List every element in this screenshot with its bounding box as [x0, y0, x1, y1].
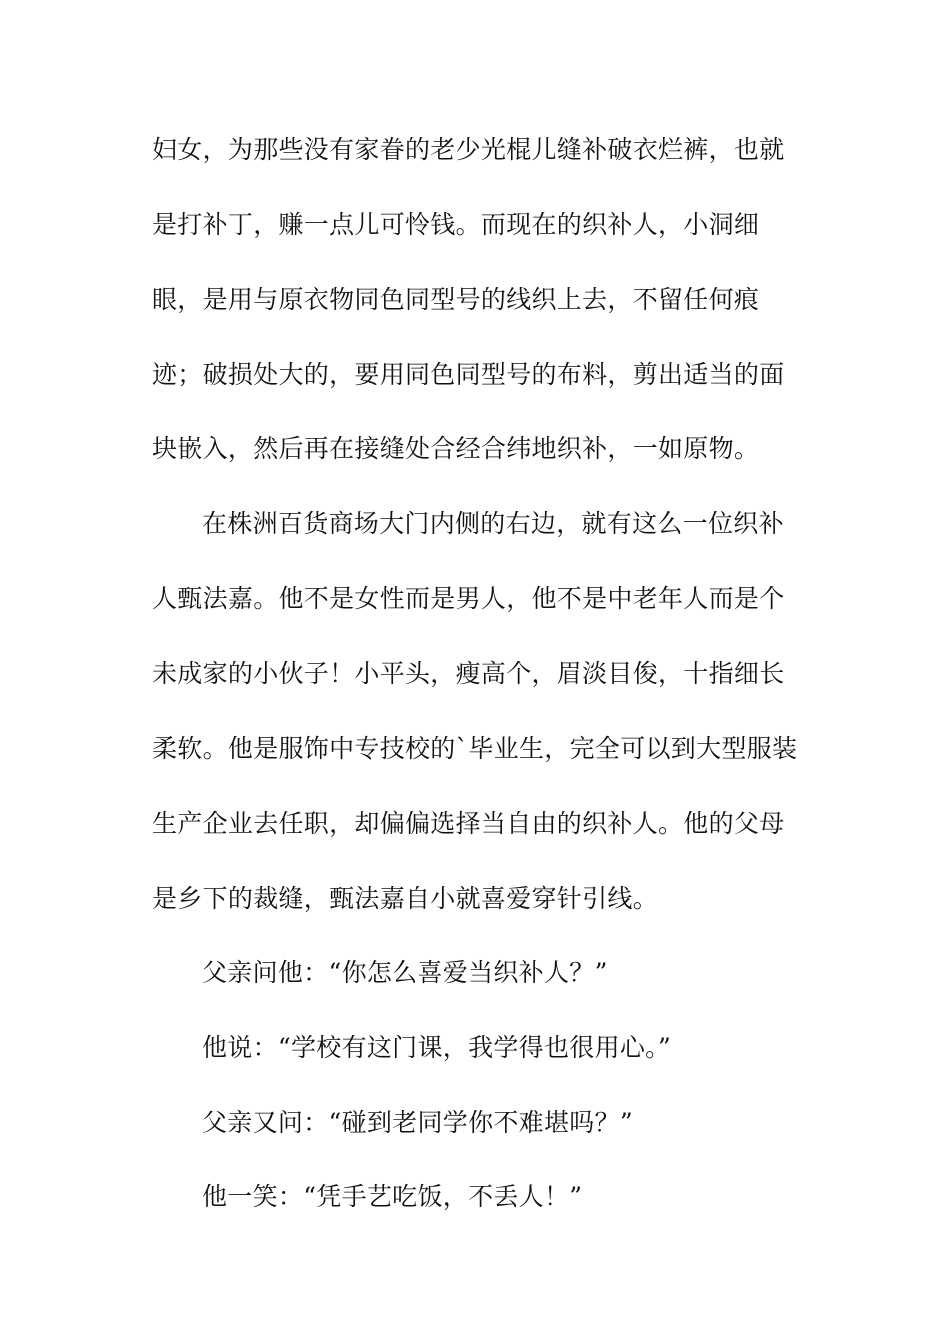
paragraph-first-line: 在株洲百货商场大门内侧的右边，就有这么一位织补 [202, 509, 784, 538]
text-line: 是打补丁，赚一点儿可怜钱。而现在的织补人，小洞细 [152, 210, 760, 239]
dialogue-line: 父亲又问：“碰到老同学你不难堪吗？” [202, 1108, 633, 1137]
dialogue-line: 他说：“学校有这门课，我学得也很用心。” [202, 1033, 672, 1062]
text-line: 柔软。他是服饰中专技校的`毕业生，完全可以到大型服装 [152, 734, 798, 763]
text-line: 妇女，为那些没有家眷的老少光棍儿缝补破衣烂裤，也就 [152, 135, 785, 164]
dialogue-line: 他一笑：“凭手艺吃饭，不丢人！” [202, 1182, 583, 1211]
text-line: 块嵌入，然后再在接缝处合经合纬地织补，一如原物。 [152, 434, 760, 463]
text-line: 迹；破损处大的，要用同色同型号的布料，剪出适当的面 [152, 360, 785, 389]
text-line: 未成家的小伙子！小平头，瘦高个，眉淡目俊，十指细长 [152, 659, 785, 688]
text-line: 是乡下的裁缝，甄法嘉自小就喜爱穿针引线。 [152, 884, 659, 913]
dialogue-line: 父亲问他：“你怎么喜爱当织补人？” [202, 958, 608, 987]
text-line: 人甄法嘉。他不是女性而是男人，他不是中老年人而是个 [152, 584, 785, 613]
text-line: 眼，是用与原衣物同色同型号的线织上去，不留任何痕 [152, 285, 760, 314]
text-line: 生产企业去任职，却偏偏选择当自由的织补人。他的父母 [152, 809, 785, 838]
